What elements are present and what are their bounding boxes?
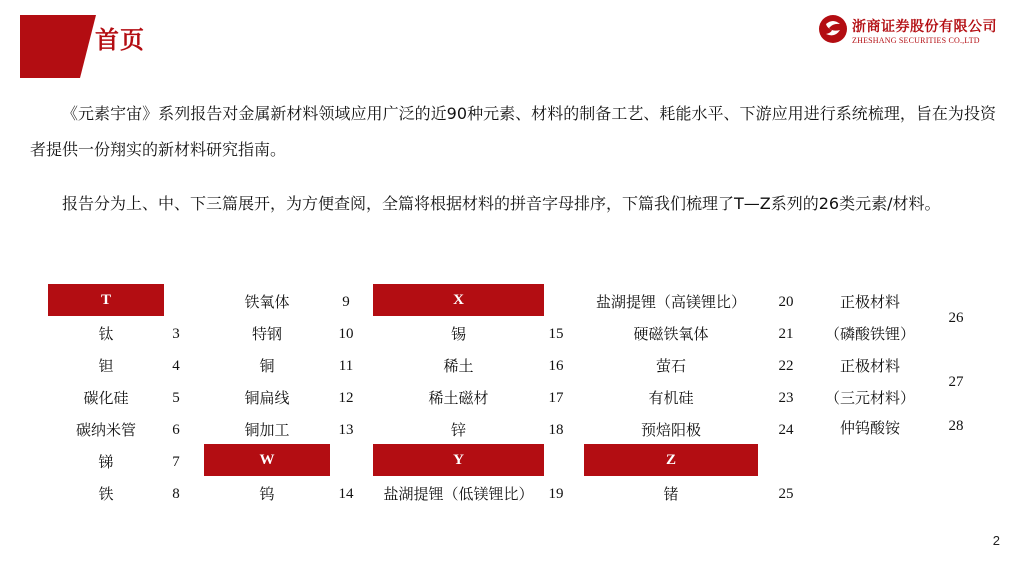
page-title: 首页 <box>95 26 145 54</box>
index-entry-name: 稀土磁材 <box>428 389 489 407</box>
index-entry-name: 碳纳米管 <box>75 421 136 439</box>
index-entry-name: 钽 <box>98 357 114 375</box>
index-entry-page: 6 <box>172 422 180 438</box>
index-entry-name: 锗 <box>663 485 679 503</box>
index-entry-name: 钛 <box>98 325 114 343</box>
index-entry-name: 仲钨酸铵 <box>839 419 900 437</box>
index-entry-name-line2: （磷酸铁锂） <box>824 325 915 343</box>
group-header-x: X <box>373 284 544 316</box>
index-entry-page: 21 <box>778 326 794 342</box>
index-entry-name: 铁氧体 <box>244 293 290 311</box>
index-entry-page: 5 <box>172 390 180 406</box>
index-entry-page: 24 <box>778 422 794 438</box>
index-entry-name: 碳化硅 <box>83 389 129 407</box>
index-entry-page: 19 <box>548 486 564 502</box>
index-entry-page: 7 <box>172 454 180 470</box>
index-entry-page: 14 <box>338 486 354 502</box>
index-entry-page: 3 <box>172 326 180 342</box>
index-entry-name: 硬磁铁氧体 <box>633 325 709 343</box>
index-entry-page: 27 <box>948 374 964 390</box>
index-entry-page: 8 <box>172 486 180 502</box>
index-entry-page: 13 <box>338 422 354 438</box>
index-entry-page: 28 <box>948 418 964 434</box>
index-entry-name: 有机硅 <box>648 389 694 407</box>
index-entry-page: 22 <box>778 358 794 374</box>
index-entry-page: 17 <box>548 390 564 406</box>
index-entry-name: 钨 <box>259 485 275 503</box>
index-entry-name: 锡 <box>450 325 466 343</box>
logo-company-name: 浙商证券股份有限公司 <box>852 19 997 35</box>
index-entry-name: 盐湖提锂（高镁锂比） <box>595 293 746 311</box>
index-entry-page: 9 <box>342 294 350 310</box>
logo-company-name-en: ZHESHANG SECURITIES CO.,LTD <box>852 36 980 45</box>
index-entry-page: 11 <box>338 358 354 374</box>
index-entry-name: 稀土 <box>443 357 474 375</box>
index-entry-name: 铜 <box>259 357 275 375</box>
index-entry-name-line1: 正极材料 <box>839 357 900 375</box>
index-entry-page: 25 <box>778 486 794 502</box>
index-entry-page: 18 <box>548 422 564 438</box>
index-entry-name: 盐湖提锂（低镁锂比） <box>383 485 534 503</box>
index-entry-name: 铜加工 <box>244 421 290 439</box>
index-entry-name: 铁 <box>98 485 114 503</box>
index-entry-page: 20 <box>778 294 794 310</box>
intro-paragraph: 《元素宇宙》系列报告对金属新材料领域应用广泛的近90种元素、材料的制备工艺、耗能水平、下游应用进行系统梳理，旨在为投资者提供一份翔实的新材料研究指南。 <box>30 104 996 159</box>
index-entry-name-line1: 正极材料 <box>839 293 900 311</box>
index-entry-name: 铜扁线 <box>244 389 290 407</box>
group-header-w: W <box>204 444 330 476</box>
group-header-z: Z <box>584 444 758 476</box>
index-entry-name: 锑 <box>98 453 114 471</box>
index-entry-page: 26 <box>948 310 964 326</box>
index-entry-page: 15 <box>548 326 564 342</box>
index-entry-page: 4 <box>172 358 180 374</box>
index-entry-name: 萤石 <box>655 357 686 375</box>
index-entry-name: 预焙阳极 <box>640 421 701 439</box>
index-entry-name: 锌 <box>450 421 466 439</box>
index-entry-page: 23 <box>778 390 794 406</box>
structure-paragraph: 报告分为上、中、下三篇展开，为方便查阅，全篇将根据材料的拼音字母排序，下篇我们梳理了T—Z系列的26类元素/材料。 <box>62 194 941 213</box>
index-entry-name: 特钢 <box>251 325 282 343</box>
index-entry-page: 16 <box>548 358 564 374</box>
group-header-t: T <box>48 284 164 316</box>
index-entry-page: 12 <box>338 390 354 406</box>
group-header-y: Y <box>373 444 544 476</box>
page-number: 2 <box>992 533 1000 548</box>
index-entry-page: 10 <box>338 326 354 342</box>
index-entry-name-line2: （三元材料） <box>824 389 915 407</box>
